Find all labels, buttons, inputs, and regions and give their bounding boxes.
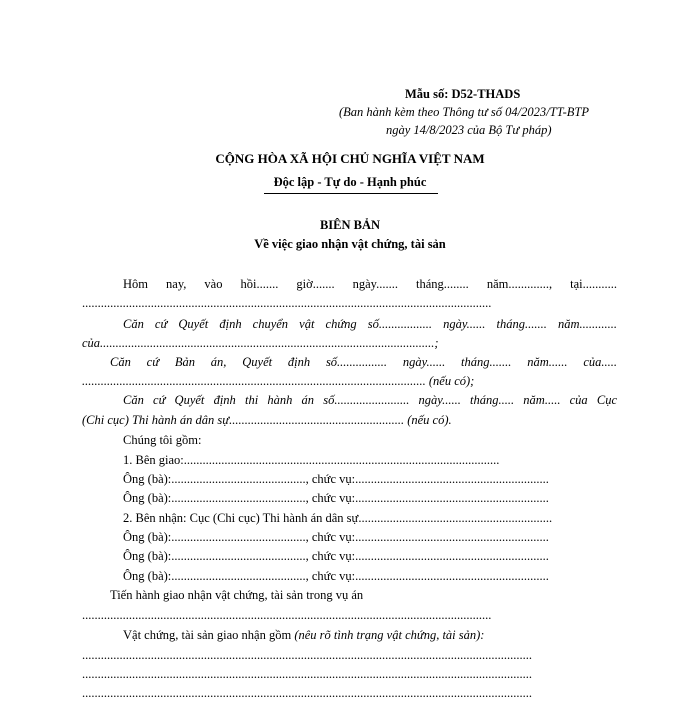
receiver-person-1: Ông (bà):..........................................., chức vụ:..............................................................: [123, 530, 549, 544]
proceed-dots: ...................................................................................................................................: [82, 608, 492, 622]
document-title: BIÊN BẢN: [319, 218, 381, 232]
items-prefix: Vật chứng, tài sản giao nhận gồm: [123, 628, 295, 642]
issued-line-1: (Ban hành kèm theo Thông tư số 04/2023/TT-BTP: [339, 105, 589, 119]
paragraph-4-line-2: (Chi cục) Thi hành án dân sự........................................................ (nếu có).: [82, 413, 452, 427]
giver-label: 1. Bên giao:.....................................................................................................: [123, 453, 500, 467]
issued-line-2: ngày 14/8/2023 của Bộ Tư pháp): [386, 123, 552, 137]
receiver-person-2: Ông (bà):..........................................., chức vụ:..............................................................: [123, 549, 549, 563]
items-dots-line-2: ................................................................................................................................................: [82, 667, 532, 681]
items-dots-line-1: ................................................................................................................................................: [82, 648, 532, 662]
items-dots-line-3: ................................................................................................................................................: [82, 686, 532, 700]
motto-underline: [264, 193, 438, 194]
paragraph-3-line-1: Căn cứ Bản án, Quyết định số................ ngày...... tháng....... năm...... của.....: [110, 355, 617, 369]
paragraph-3-line-2: .............................................................................................................. (nếu có);: [82, 374, 475, 388]
giver-person-1: Ông (bà):..........................................., chức vụ:..............................................................: [123, 472, 549, 486]
items-note: (nêu rõ tình trạng vật chứng, tài sản):: [294, 628, 485, 642]
form-number: Mẫu số: D52-THADS: [405, 87, 521, 101]
proceed-line: Tiến hành giao nhận vật chứng, tài sản trong vụ án: [110, 588, 364, 602]
giver-person-2: Ông (bà):..........................................., chức vụ:..............................................................: [123, 491, 549, 505]
paragraph-2-line-1: Căn cứ Quyết định chuyển vật chứng số................. ngày...... tháng....... năm............: [123, 317, 617, 331]
receiver-label: 2. Bên nhận: Cục (Chi cục) Thi hành án dân sự..............................................................: [123, 511, 553, 525]
paragraph-2-line-2: của...........................................................................................................;: [82, 336, 439, 350]
paragraph-1-line-2: ...................................................................................................................................: [82, 296, 492, 310]
paragraph-4-line-1: Căn cứ Quyết định thi hành án số........................ ngày...... tháng..... năm..... của Cục: [123, 393, 617, 407]
motto: Độc lập - Tự do - Hạnh phúc: [273, 175, 427, 189]
nation-header: CỘNG HÒA XÃ HỘI CHỦ NGHĨA VIỆT NAM: [215, 151, 485, 166]
document-subtitle: Về việc giao nhận vật chứng, tài sản: [254, 237, 446, 251]
we-are-label: Chúng tôi gồm:: [123, 433, 202, 447]
items-line: [123, 628, 484, 643]
receiver-person-3: Ông (bà):..........................................., chức vụ:..............................................................: [123, 569, 549, 583]
paragraph-1-line-1: Hôm nay, vào hồi....... giờ....... ngày....... tháng........ năm............., tại...........: [123, 277, 617, 291]
